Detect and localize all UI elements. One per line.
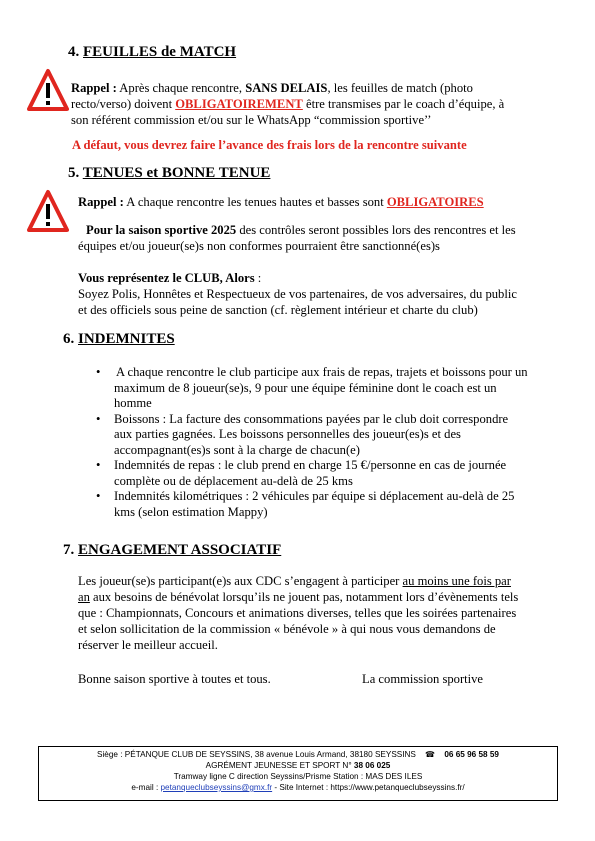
section-5-rappel — [78, 194, 484, 210]
text: être transmises par le coach d’équipe, à — [302, 97, 505, 111]
text: et des officiels sous peine de sanction (cf. règlement intérieur et charte du club) — [78, 303, 478, 317]
section-number: 5. — [68, 165, 80, 181]
engagement-paragraph — [78, 573, 583, 653]
rappel-label: Rappel : — [71, 81, 117, 95]
text: Les joueur(se)s participant(e)s aux CDC s’engagent à participer — [78, 574, 403, 588]
footer-address: Siège : PÉTANQUE CLUB DE SEYSSINS, 38 avenue Louis Armand, 38180 SEYSSINS — [97, 750, 416, 759]
text: réserver le meilleur accueil. — [78, 638, 218, 652]
text: équipes et/ou joueur(se)s non conformes pourraient être sanctionné(es)s — [78, 239, 440, 253]
footer-agrement: AGRÉMENT JEUNESSE ET SPORT N° — [205, 761, 354, 770]
emphasis: SANS DELAIS — [245, 81, 328, 95]
text: Soyez Polis, Honnêtes et Respectueux de vos partenaires, de vos adversaires, du public — [78, 287, 517, 301]
footer-email-link[interactable]: petanqueclubseyssins@gmx.fr — [160, 783, 273, 792]
section-5-saison — [78, 222, 578, 254]
text: et selon sollicitation de la commission « bénévole » à qui nous vous demandons de — [78, 622, 496, 636]
underlined-text: an — [78, 590, 90, 604]
list-item — [96, 458, 581, 489]
section-number: 6. — [63, 331, 75, 347]
text: Indemnités de repas : le club prend en charge 15 €/personne en cas de journée — [114, 458, 507, 472]
section-title: INDEMNITES — [78, 331, 175, 347]
closing-signature: La commission sportive — [362, 672, 484, 686]
section-4-rappel — [71, 80, 571, 128]
text: Boissons : La facture des consommations payées par le club doit correspondre — [114, 411, 509, 426]
emphasis: Pour la saison sportive 2025 — [86, 223, 237, 237]
footer-box — [38, 746, 558, 801]
indemnites-list — [96, 365, 581, 520]
text: des contrôles seront possibles lors des rencontres et les — [236, 223, 516, 237]
text: A chaque rencontre les tenues hautes et basses sont — [123, 195, 387, 209]
phone-icon: ☎ — [425, 750, 436, 759]
text: kms (selon estimation Mappy) — [114, 504, 268, 519]
emphasis: Vous représentez le CLUB, Alors — [78, 271, 255, 285]
list-item — [96, 412, 581, 459]
footer-website: - Site Internet : https://www.petanqueclubseyssins.fr/ — [272, 783, 465, 792]
text: recto/verso) doivent — [71, 97, 176, 111]
text: : — [254, 271, 262, 285]
bullet-icon: • — [96, 365, 101, 379]
emphasis-red: OBLIGATOIRES — [386, 195, 484, 209]
text: , les feuilles de match (photo — [327, 81, 473, 95]
footer-email-label: e-mail : — [131, 783, 161, 792]
warning-triangle-icon — [27, 68, 69, 112]
emphasis-red: OBLIGATOIREMENT — [175, 97, 303, 111]
text: homme — [114, 396, 152, 410]
bullet-icon: • — [96, 411, 101, 426]
footer-agrement-number: 38 06 025 — [353, 761, 391, 770]
footer-phone: 06 65 96 58 59 — [444, 750, 499, 759]
section-title: ENGAGEMENT ASSOCIATIF — [78, 542, 282, 558]
bullet-icon: • — [96, 489, 101, 503]
section-7-heading — [63, 542, 281, 559]
section-number: 7. — [63, 542, 75, 558]
text: que : Championnats, Concours et animations diverses, telles que les soirées partenaires — [78, 606, 517, 620]
defaut-warning: A défaut, vous devrez faire l’avance des frais lors de la rencontre suivante — [72, 138, 467, 152]
text: maximum de 8 joueur(se)s, 9 pour une équipe féminine dont le coach est un — [114, 380, 497, 395]
rappel-label: Rappel : — [78, 195, 124, 209]
list-item — [96, 365, 581, 412]
section-6-heading — [63, 331, 175, 348]
list-item — [96, 489, 581, 520]
section-5-club — [78, 270, 588, 318]
section-title: FEUILLES de MATCH — [83, 44, 237, 60]
text: complète ou de déplacement au-delà de 25 kms — [114, 473, 353, 488]
text: aux besoins de bénévolat lorsqu’ils ne jouent pas, notamment lors d’évènements tels — [89, 590, 519, 604]
section-5-heading — [68, 165, 270, 182]
bullet-icon: • — [96, 458, 101, 472]
text: Indemnités kilométriques : 2 véhicules par équipe si déplacement au-delà de 25 — [114, 489, 515, 503]
text: aux parties gagnées. Les boissons personnelles des joueur(es)s et des — [114, 427, 461, 441]
section-4-heading — [68, 44, 236, 61]
text: accompagnant(es)s sont à la charge de chacun(e) — [114, 442, 360, 457]
text: Après chaque rencontre, — [116, 81, 246, 95]
section-number: 4. — [68, 44, 80, 60]
text: son référent commission et/ou sur le WhatsApp “commission sportive’’ — [71, 113, 432, 127]
closing-greeting: Bonne saison sportive à toutes et tous. — [78, 672, 271, 686]
text: A chaque rencontre le club participe aux frais de repas, trajets et boissons pour un — [116, 365, 528, 379]
warning-triangle-icon — [27, 189, 69, 233]
section-title: TENUES et BONNE TENUE — [82, 165, 271, 181]
footer-transport: Tramway ligne C direction Seyssins/Prisme Station : MAS DES ILES — [173, 772, 423, 781]
underlined-text: au moins une fois par — [402, 574, 511, 588]
